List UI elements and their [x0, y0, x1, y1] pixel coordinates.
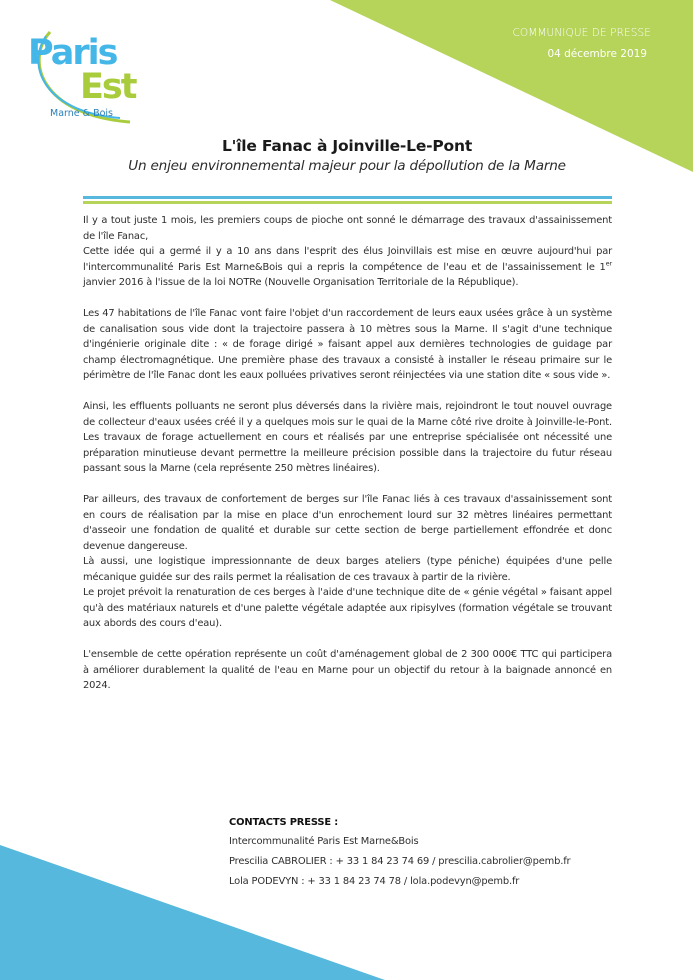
- paragraph-intro: Il y a tout juste 1 mois, les premiers coups de pioche ont sonné le démarrage des travaux d'assainissement de l'île Fanac,: [83, 215, 612, 242]
- paragraph-cout: L'ensemble de cette opération représente un coût d'aménagement global de 2 300 000€ TTC qui participera à améliorer durablement la qualité de l'eau en Marne pour un objectif du retour à la baignade annoncé en 2024.: [83, 649, 612, 691]
- paragraph-context-pre: Cette idée qui a germé il y a 10 ans dans l'esprit des élus Joinvillais est mise en œuvre aujourd'hui par l'intercommunalité Paris Est Marne&Bois qui a repris la compétence de l'eau et de l'assainissement le 1: [83, 246, 612, 273]
- paragraph-context-post: janvier 2016 à l'issue de la loi NOTRe (Nouvelle Organisation Territoriale de la République).: [83, 277, 519, 288]
- contact-email[interactable]: lola.podevyn@pemb.fr: [410, 876, 520, 887]
- contact-slash: /: [429, 856, 439, 867]
- title-block: [100, 137, 594, 174]
- paragraph-logistique: Là aussi, une logistique impressionnante de deux barges ateliers (type péniche) équipées d'une pelle mécanique guidée sur des rails permet la réalisation de ces travaux à partir de la rivière.: [83, 556, 612, 583]
- article-body: [83, 213, 612, 694]
- contact-entry: [229, 856, 570, 868]
- divider-green: [83, 201, 612, 204]
- ordinal-suffix: er: [605, 259, 612, 268]
- contact-phone: + 33 1 84 23 74 78: [307, 876, 401, 887]
- logo-tagline: Marne & Bois: [50, 108, 113, 119]
- release-date: 04 décembre 2019: [547, 48, 647, 60]
- paris-est-marne-bois-logo: [20, 20, 160, 130]
- contacts-organization: Intercommunalité Paris Est Marne&Bois: [229, 836, 419, 847]
- paragraph-renaturation: Le projet prévoit la renaturation de ces berges à l'aide d'une technique dite de « génie végétal » faisant appel qu'à des matériaux naturels et d'une palette végétale adaptée aux ripisylves (formation végétale se trouvant aux abords des cours d'eau).: [83, 587, 612, 629]
- press-contacts: [229, 817, 570, 896]
- contact-entry: [229, 876, 570, 888]
- page-title: L'île Fanac à Joinville-Le-Pont: [221, 137, 473, 155]
- logo-text-paris: Paris: [28, 33, 117, 73]
- paragraph-berges: Par ailleurs, des travaux de confortement de berges sur l'île Fanac liés à ces travaux d'assainissement sont en cours de réalisation par la mise en place d'un enrochement lourd sur 32 mètres linéaires permettant d'asseoir une fondation de qualité et durable sur cette section de berge partiellement effondrée et donc devenue dangereuse.: [83, 494, 612, 552]
- contact-email[interactable]: prescilia.cabrolier@pemb.fr: [438, 856, 571, 867]
- paragraph-context: [83, 244, 612, 291]
- press-release-header: [512, 27, 651, 60]
- logo-text-est: Est: [80, 67, 136, 107]
- contact-name: Prescilia CABROLIER: [229, 856, 327, 867]
- logo-graphic: [20, 20, 160, 130]
- contact-name: Lola PODEVYN: [229, 876, 299, 887]
- contacts-heading: CONTACTS PRESSE :: [229, 817, 339, 828]
- document-type: COMMUNIQUE DE PRESSE: [512, 27, 651, 39]
- contact-separator: :: [298, 876, 308, 887]
- page-subtitle: Un enjeu environnemental majeur pour la dépollution de la Marne: [128, 158, 566, 174]
- paragraph-habitations: Les 47 habitations de l'île Fanac vont faire l'objet d'un raccordement de leurs eaux usées grâce à un système de canalisation sous vide dont la trajectoire passera à 10 mètres sous la Marne. Il s'agit d'une technique d'ingénierie originale dite : « de forage dirigé » faisant appel aux dernières technologies de guidage par champ électromagnétique. Une première phase des travaux a consisté à installer le réseau primaire sur le périmètre de l'île Fanac dont les eaux polluées privatives seront réinjectées via une station dite « sous vide ».: [83, 308, 612, 381]
- contact-phone: + 33 1 84 23 74 69: [335, 856, 430, 867]
- paragraph-effluents: Ainsi, les effluents polluants ne seront plus déversés dans la rivière mais, rejoindront le tout nouvel ouvrage de collecteur d'eaux usées créé il y a quelques mois sur le quai de la Marne côté rive droite à Joinville-le-Pont. Les travaux de forage actuellement en cours et réalisés par une entreprise spécialisée ont nécessité une préparation minutieuse devant permettre la meilleure précision possible dans la trajectoire du futur réseau passant sous la Marne (cela représente 250 mètres linéaires).: [83, 401, 612, 474]
- contact-slash: /: [400, 876, 411, 887]
- contact-separator: :: [326, 856, 336, 867]
- divider-blue: [83, 196, 612, 199]
